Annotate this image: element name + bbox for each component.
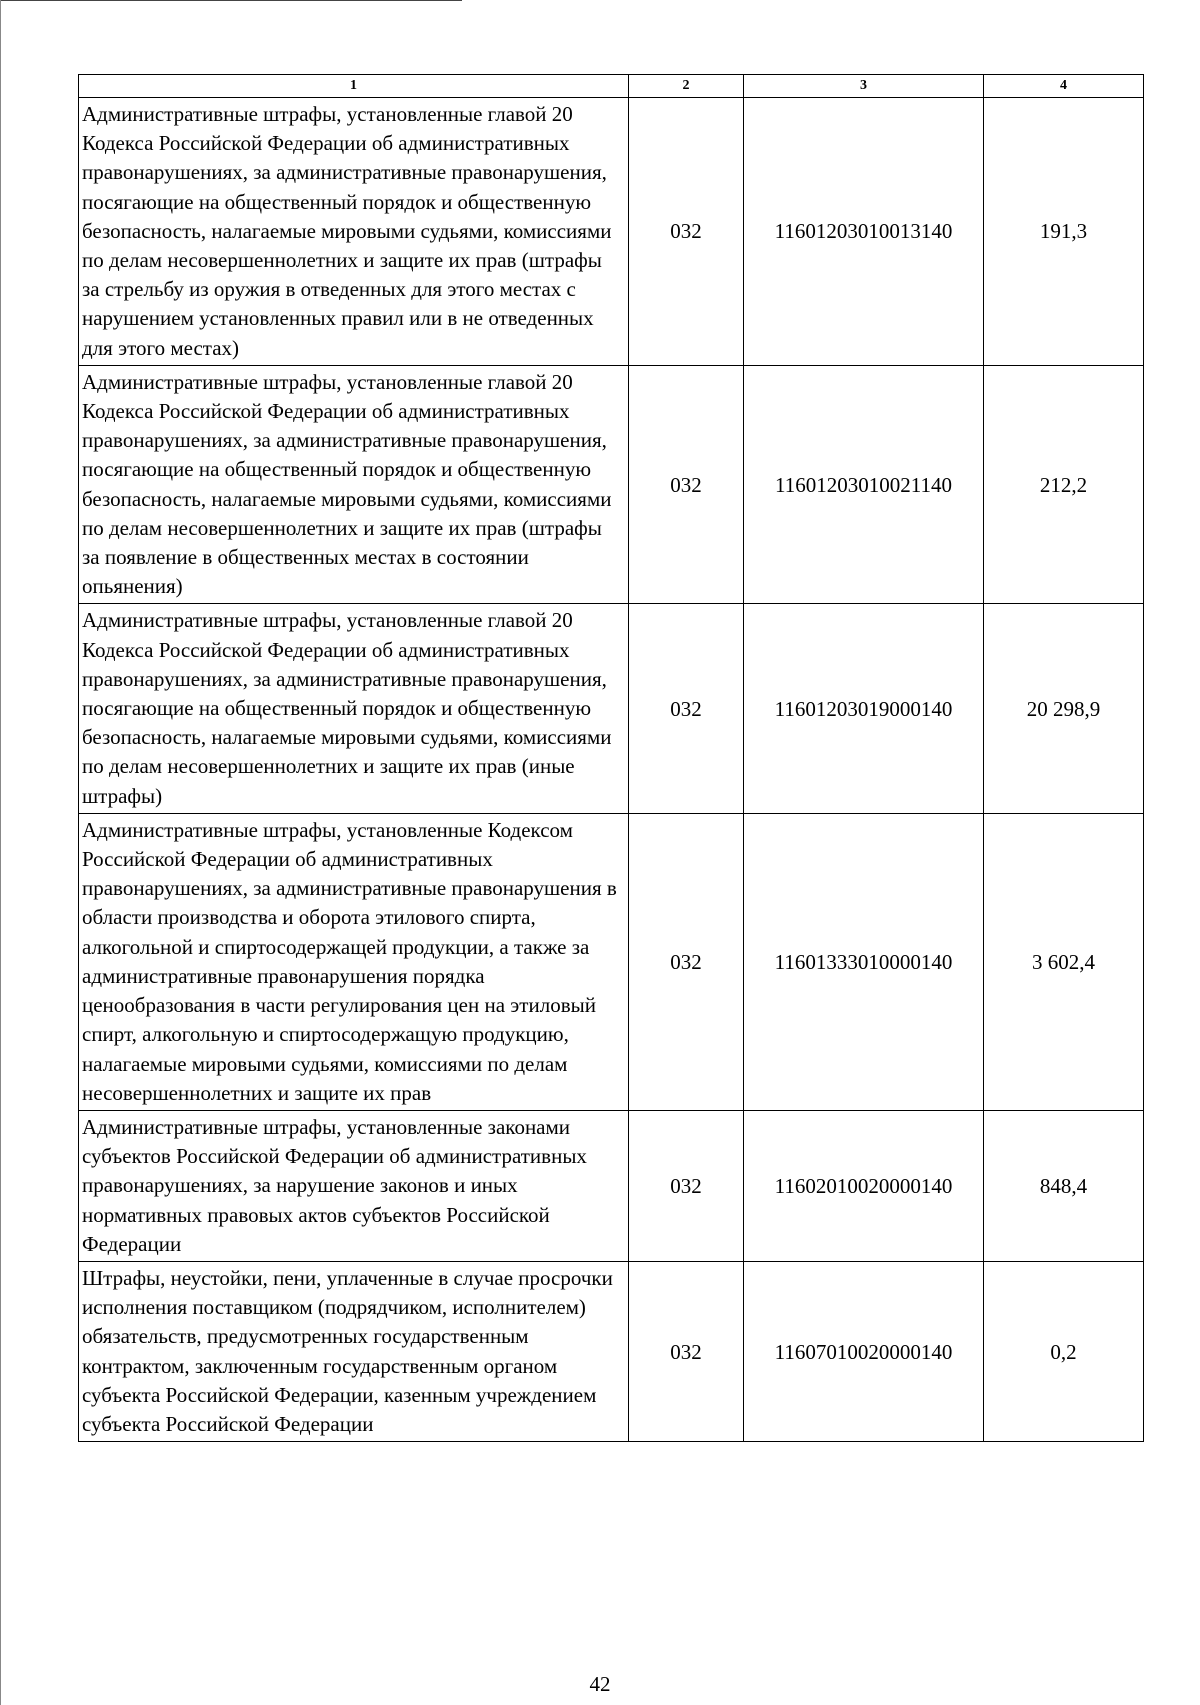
row-admin-code: 032 [629, 365, 744, 604]
table-row [79, 1261, 1144, 1441]
row-description: Административные штрафы, установленные главой 20 Кодекса Российской Федерации об административных правонарушениях, за административные правонарушения, посягающие на общественный порядок и общественную безопасность, налагаемые мировыми судьями, комиссиями по делам несовершеннолетних и защите их прав (штрафы за появление в общественных местах в состоянии опьянения) [79, 365, 629, 604]
row-amount: 212,2 [984, 365, 1144, 604]
table-row [79, 1110, 1144, 1261]
column-number-2: 2 [629, 75, 744, 98]
row-admin-code: 032 [629, 813, 744, 1110]
row-budget-code: 11601203010021140 [744, 365, 984, 604]
table-row [79, 365, 1144, 604]
column-number-1: 1 [79, 75, 629, 98]
table-row [79, 604, 1144, 813]
row-admin-code: 032 [629, 604, 744, 813]
row-admin-code: 032 [629, 98, 744, 366]
row-description: Административные штрафы, установленные главой 20 Кодекса Российской Федерации об административных правонарушениях, за административные правонарушения, посягающие на общественный порядок и общественную безопасность, налагаемые мировыми судьями, комиссиями по делам несовершеннолетних и защите их прав (штрафы за стрельбу из оружия в отведенных для этого местах с нарушением установленных правил или в не отведенных для этого местах) [79, 98, 629, 366]
row-admin-code: 032 [629, 1261, 744, 1441]
row-amount: 3 602,4 [984, 813, 1144, 1110]
row-amount: 20 298,9 [984, 604, 1144, 813]
column-number-4: 4 [984, 75, 1144, 98]
row-amount: 0,2 [984, 1261, 1144, 1441]
row-amount: 191,3 [984, 98, 1144, 366]
row-budget-code: 11607010020000140 [744, 1261, 984, 1441]
row-budget-code: 11601333010000140 [744, 813, 984, 1110]
revenue-table [78, 74, 1144, 1442]
row-description: Административные штрафы, установленные главой 20 Кодекса Российской Федерации об административных правонарушениях, за административные правонарушения, посягающие на общественный порядок и общественную безопасность, налагаемые мировыми судьями, комиссиями по делам несовершеннолетних и защите их прав (иные штрафы) [79, 604, 629, 813]
row-budget-code: 11601203019000140 [744, 604, 984, 813]
scan-left-edge [0, 0, 1, 1705]
row-amount: 848,4 [984, 1110, 1144, 1261]
table-header-row [79, 75, 1144, 98]
row-admin-code: 032 [629, 1110, 744, 1261]
table-row [79, 813, 1144, 1110]
column-number-3: 3 [744, 75, 984, 98]
row-description: Административные штрафы, установленные законами субъектов Российской Федерации об административных правонарушениях, за нарушение законов и иных нормативных правовых актов субъектов Российской Федерации [79, 1110, 629, 1261]
table-row [79, 98, 1144, 366]
row-budget-code: 11602010020000140 [744, 1110, 984, 1261]
row-description: Административные штрафы, установленные Кодексом Российской Федерации об административных правонарушениях, за административные правонарушения в области производства и оборота этилового спирта, алкогольной и спиртосодержащей продукции, а также за административные правонарушения порядка ценообразования в части регулирования цен на этиловый спирт, алкогольную и спиртосодержащую продукцию, налагаемые мировыми судьями, комиссиями по делам несовершеннолетних и защите их прав [79, 813, 629, 1110]
row-budget-code: 11601203010013140 [744, 98, 984, 366]
row-description: Штрафы, неустойки, пени, уплаченные в случае просрочки исполнения поставщиком (подрядчиком, исполнителем) обязательств, предусмотренных государственным контрактом, заключенным государственным органом субъекта Российской Федерации, казенным учреждением субъекта Российской Федерации [79, 1261, 629, 1441]
page-number: 42 [589, 1672, 611, 1696]
scan-top-edge [0, 0, 462, 1]
